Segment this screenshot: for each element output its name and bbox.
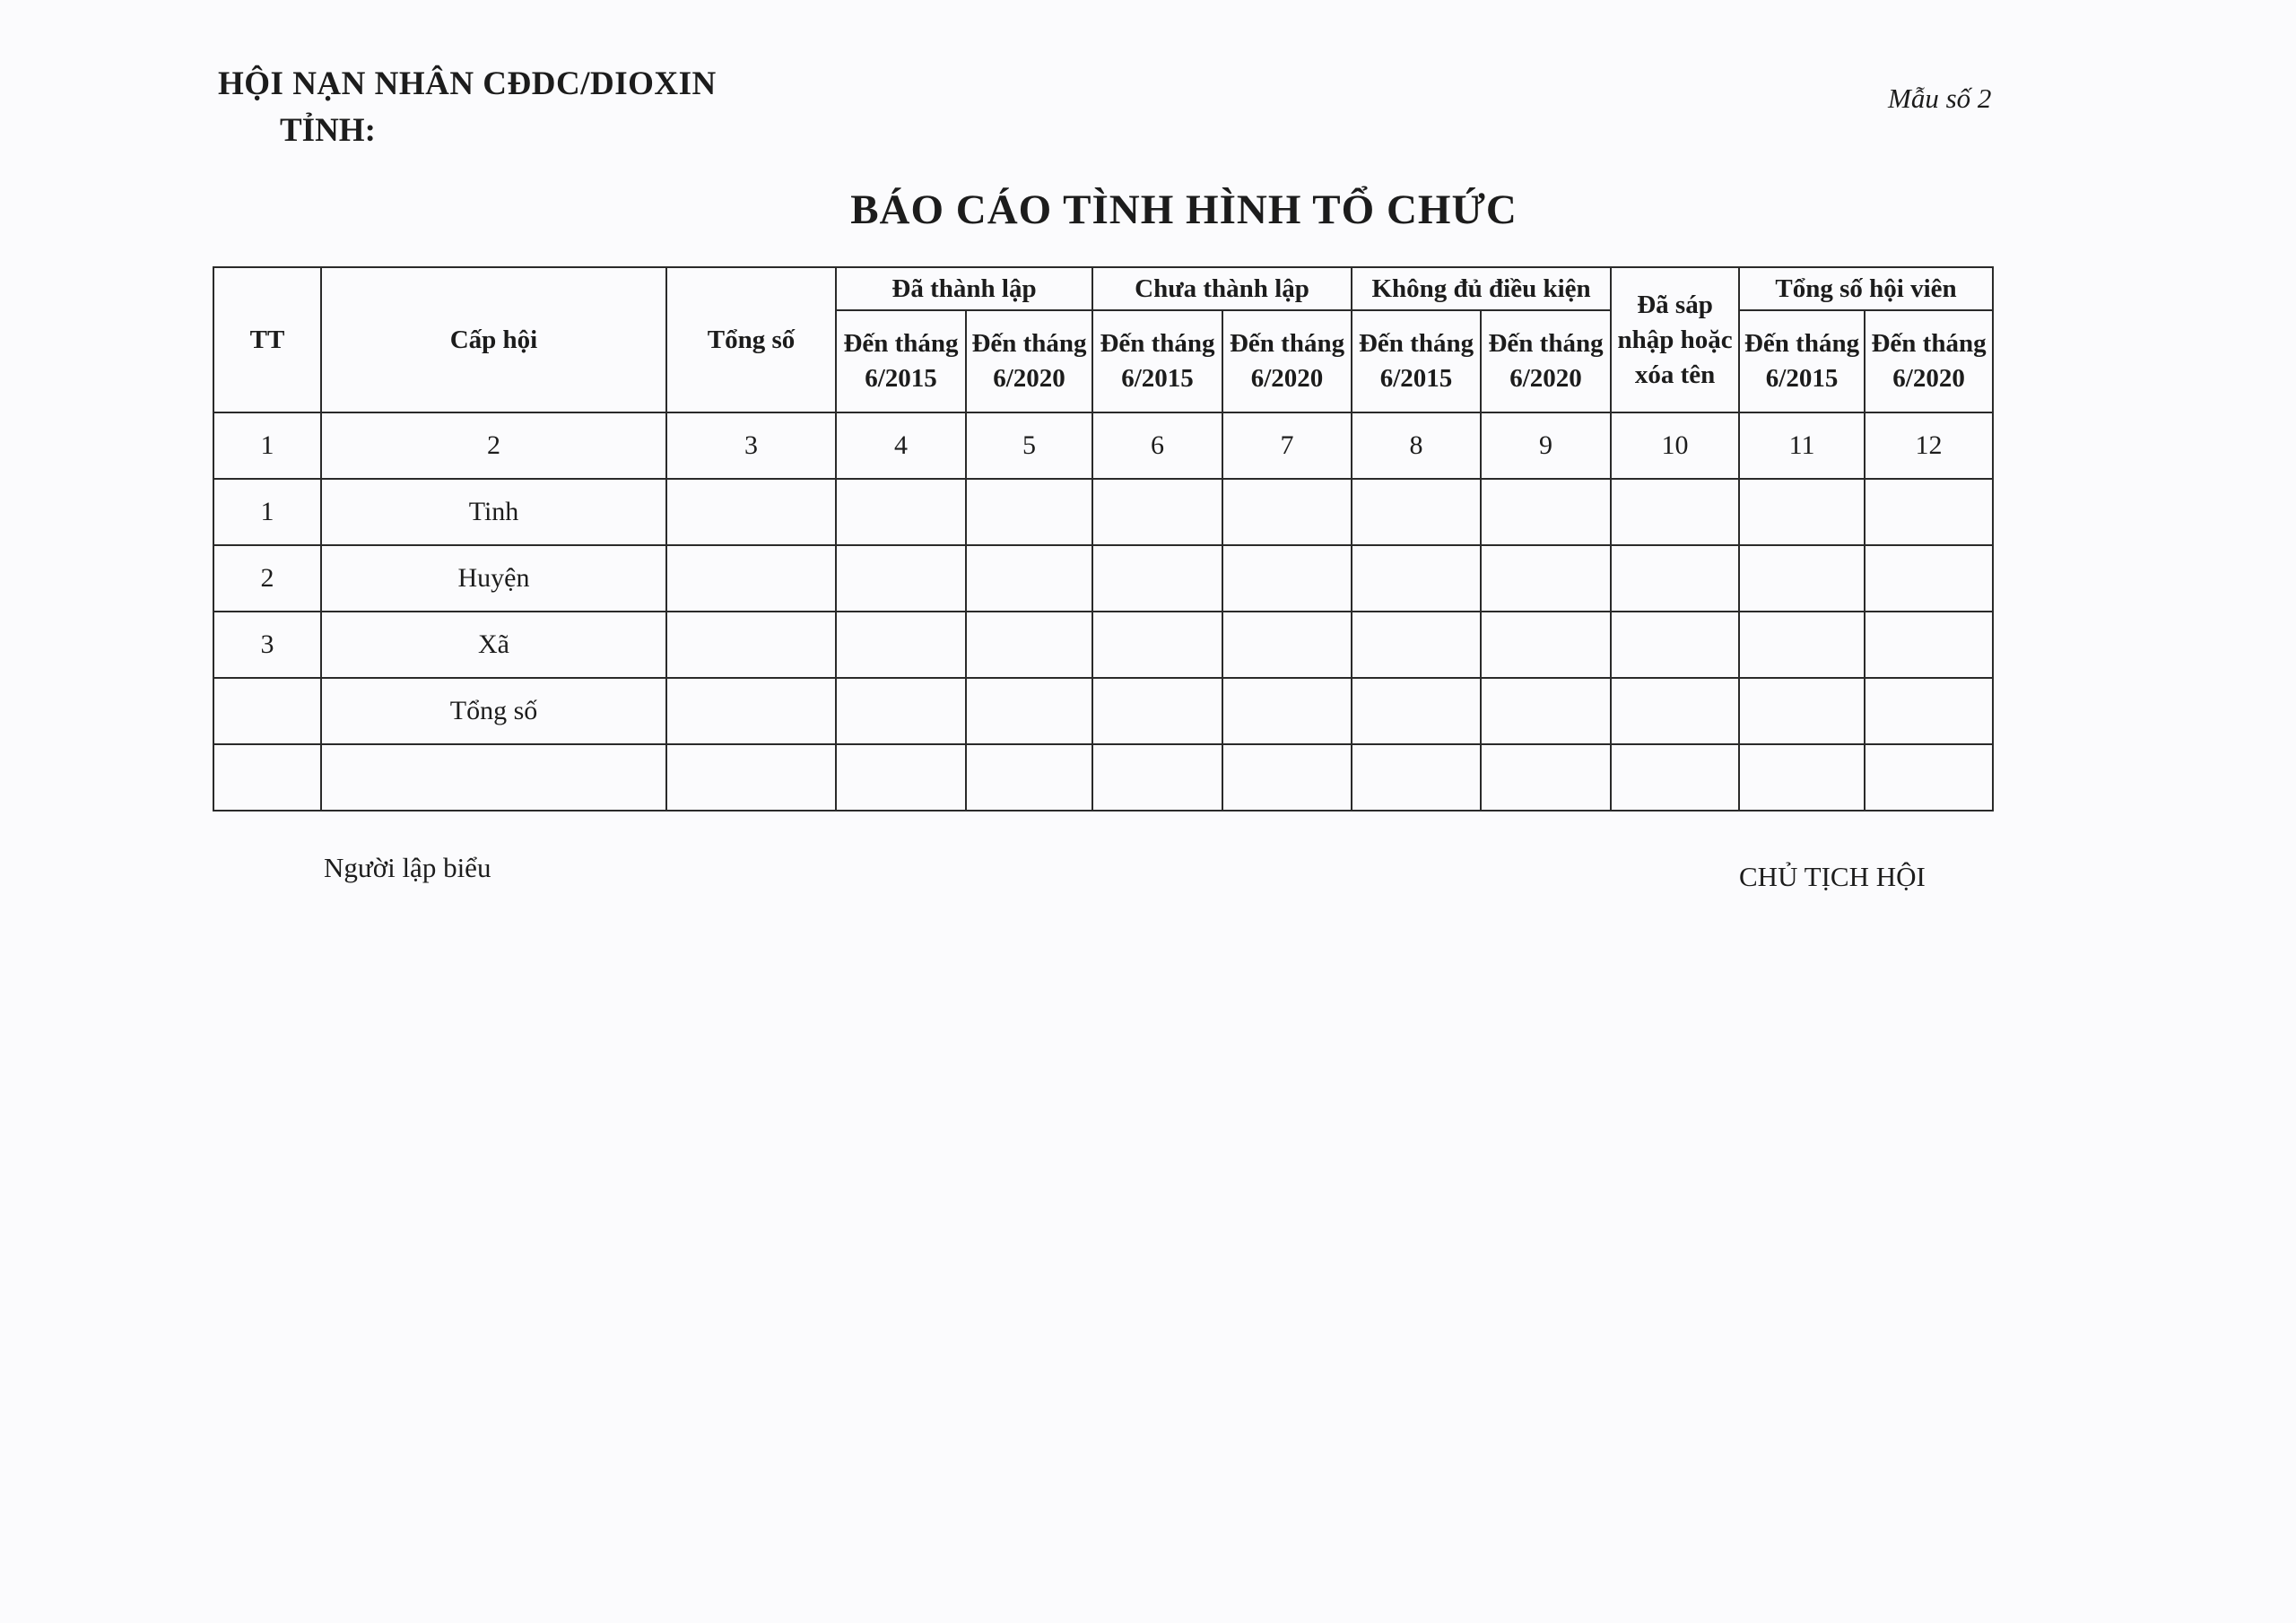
data-cell: [1865, 479, 1993, 545]
data-cell: [1222, 744, 1352, 811]
chairman-label: CHỦ TỊCH HỘI: [1739, 861, 1926, 892]
data-cell: [666, 479, 836, 545]
table-row-xa: [213, 612, 1993, 678]
row-level-label: Xã: [321, 612, 666, 678]
header-tt: TT: [213, 267, 321, 412]
column-number: 10: [1611, 412, 1739, 479]
header-period-2020: Đến tháng 6/2020: [1481, 310, 1611, 412]
data-cell: [1739, 545, 1865, 612]
data-cell: [666, 612, 836, 678]
column-number-row: [213, 412, 1993, 479]
data-cell: [1739, 744, 1865, 811]
table-row-blank: [213, 744, 1993, 811]
data-cell: [1611, 612, 1739, 678]
column-number: 6: [1092, 412, 1222, 479]
header-period-2020: Đến tháng 6/2020: [1222, 310, 1352, 412]
row-number: 2: [213, 545, 321, 612]
data-cell: [1739, 678, 1865, 744]
header-khong-du-dieu-kien: Không đủ điều kiện: [1352, 267, 1611, 310]
header-tong-so: Tổng số: [666, 267, 836, 412]
column-number: 2: [321, 412, 666, 479]
data-cell: [1739, 612, 1865, 678]
data-cell: [966, 545, 1092, 612]
column-number: 7: [1222, 412, 1352, 479]
column-number: 8: [1352, 412, 1481, 479]
data-cell: [1865, 545, 1993, 612]
data-cell: [1481, 479, 1611, 545]
report-title: BÁO CÁO TÌNH HÌNH TỔ CHỨC: [850, 187, 1518, 233]
row-level-label: Tổng số: [321, 678, 666, 744]
header-tong-so-hoi-vien: Tổng số hội viên: [1739, 267, 1993, 310]
data-cell: [1092, 744, 1222, 811]
data-cell: [1092, 479, 1222, 545]
data-cell: [1865, 678, 1993, 744]
province-label: TỈNH:: [280, 112, 376, 149]
data-cell: [666, 678, 836, 744]
table-row-huyen: [213, 545, 1993, 612]
data-cell: [1222, 612, 1352, 678]
data-cell: [966, 612, 1092, 678]
header-chua-thanh-lap: Chưa thành lập: [1092, 267, 1352, 310]
header-period-2020: Đến tháng 6/2020: [966, 310, 1092, 412]
column-number: 4: [836, 412, 966, 479]
header-period-2015: Đến tháng 6/2015: [1352, 310, 1481, 412]
data-cell: [966, 479, 1092, 545]
header-row-groups: [213, 267, 1993, 310]
header-da-thanh-lap: Đã thành lập: [836, 267, 1092, 310]
data-cell: [836, 545, 966, 612]
data-cell: [1481, 612, 1611, 678]
data-cell: [1865, 612, 1993, 678]
row-number: [213, 744, 321, 811]
data-cell: [836, 479, 966, 545]
column-number: 12: [1865, 412, 1993, 479]
row-level-label: Tinh: [321, 479, 666, 545]
data-cell: [1481, 545, 1611, 612]
row-level-label: [321, 744, 666, 811]
data-cell: [836, 744, 966, 811]
header-period-2015: Đến tháng 6/2015: [836, 310, 966, 412]
header-period-2020: Đến tháng 6/2020: [1865, 310, 1993, 412]
row-level-label: Huyện: [321, 545, 666, 612]
row-number: [213, 678, 321, 744]
data-cell: [1092, 678, 1222, 744]
data-cell: [1222, 479, 1352, 545]
data-cell: [836, 612, 966, 678]
row-number: 3: [213, 612, 321, 678]
header-period-2015: Đến tháng 6/2015: [1739, 310, 1865, 412]
data-cell: [666, 545, 836, 612]
header-cap-hoi: Cấp hội: [321, 267, 666, 412]
data-cell: [1222, 545, 1352, 612]
data-cell: [1481, 744, 1611, 811]
data-cell: [1352, 612, 1481, 678]
data-cell: [1352, 479, 1481, 545]
data-cell: [1611, 545, 1739, 612]
form-number: Mẫu số 2: [1888, 82, 1992, 114]
table-row-tinh: [213, 479, 1993, 545]
column-number: 3: [666, 412, 836, 479]
data-cell: [666, 744, 836, 811]
data-cell: [1092, 612, 1222, 678]
data-cell: [1481, 678, 1611, 744]
data-cell: [1611, 744, 1739, 811]
data-cell: [966, 744, 1092, 811]
data-cell: [1092, 545, 1222, 612]
header-da-sap-nhap: Đã sáp nhập hoặc xóa tên: [1611, 267, 1739, 412]
column-number: 1: [213, 412, 321, 479]
data-cell: [1865, 744, 1993, 811]
organization-name: HỘI NẠN NHÂN CĐDC/DIOXIN: [218, 65, 717, 102]
data-cell: [1611, 479, 1739, 545]
row-number: 1: [213, 479, 321, 545]
column-number: 9: [1481, 412, 1611, 479]
preparer-label: Người lập biểu: [324, 852, 491, 883]
data-cell: [1611, 678, 1739, 744]
data-cell: [1352, 744, 1481, 811]
column-number: 5: [966, 412, 1092, 479]
column-number: 11: [1739, 412, 1865, 479]
data-cell: [836, 678, 966, 744]
header-period-2015: Đến tháng 6/2015: [1092, 310, 1222, 412]
data-cell: [1222, 678, 1352, 744]
report-table: [213, 266, 1994, 812]
data-cell: [1352, 678, 1481, 744]
table-row-tong-so: [213, 678, 1993, 744]
data-cell: [1739, 479, 1865, 545]
data-cell: [966, 678, 1092, 744]
data-cell: [1352, 545, 1481, 612]
